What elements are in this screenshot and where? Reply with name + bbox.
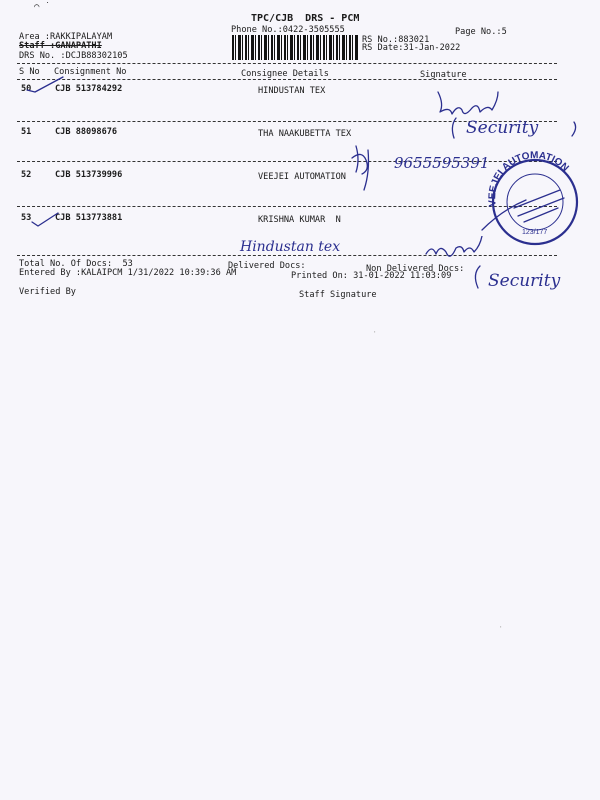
header-rule-top (17, 63, 557, 64)
column-header-consignee: Consignee Details (241, 69, 329, 79)
row50-signature-text: Security (466, 118, 539, 138)
rs-date: RS Date:31-Jan-2022 (362, 43, 461, 53)
company-stamp (478, 150, 588, 246)
staff-signature-label: Staff Signature (299, 290, 377, 300)
tick-mark-icon (25, 74, 65, 94)
row53-name-text: Hindustan tex (240, 239, 341, 255)
header-rule-bottom (17, 79, 557, 80)
area-label: Area :RAKKIPALAYAM (19, 32, 113, 42)
row51-phone-text: 9655595391 (394, 154, 490, 172)
stamp-number: 123/177 (522, 229, 548, 236)
row-divider (17, 206, 557, 207)
row-consignee: VEEJEI AUTOMATION (258, 172, 346, 182)
verified-by: Verified By (19, 287, 76, 297)
phone-number: Phone No.:0422-3505555 (231, 25, 345, 35)
non-delivered-docs: Non Delivered Docs: (366, 264, 465, 274)
row-consignee: THA NAAKUBETTA TEX (258, 129, 352, 139)
scan-speck: · (498, 623, 504, 633)
column-header-signature: Signature (420, 70, 467, 80)
area-mark-icon: ⌒ ˙ (34, 2, 51, 12)
row-consignee: HINDUSTAN TEX (258, 86, 326, 96)
total-docs: Total No. Of Docs: 53 (19, 259, 133, 269)
printed-on: Printed On: 31-01-2022 11:03:09 (291, 271, 452, 281)
row-sno: 53 (21, 213, 32, 223)
row-consignment: CJB 513784292 (55, 84, 123, 94)
row53-signature-text: Security (488, 271, 561, 291)
row-consignee: KRISHNA KUMAR N (258, 215, 341, 225)
row-consignment: CJB 513739996 (55, 170, 123, 180)
entered-by: Entered By :KALAIPCM 1/31/2022 10:39:36 AM (19, 268, 237, 278)
page-number: Page No.:5 (455, 27, 507, 37)
stamp-text: VEEJEI AUTOMATION (487, 150, 571, 208)
row-consignment: CJB 513773881 (55, 213, 123, 223)
row-sno: 50 (21, 84, 32, 94)
row-consignment: CJB 88098676 (55, 127, 118, 137)
row53-handwriting-name (232, 233, 412, 261)
column-header-consignment: Consignment No (54, 67, 127, 77)
column-header-sno: S No (19, 67, 40, 77)
scan-speck: · (372, 328, 378, 338)
delivered-docs: Delivered Docs: (228, 261, 306, 271)
rs-number: RS No.:883021 (362, 35, 430, 45)
staff-label: Staff :GANAPATHI (19, 41, 102, 51)
tick-mark-icon (30, 210, 60, 228)
barcode (232, 35, 358, 60)
row-sno: 51 (21, 127, 32, 137)
row-sno: 52 (21, 170, 32, 180)
document-title: TPC/CJB DRS - PCM (251, 13, 360, 24)
drs-number: DRS No. :DCJB88302105 (19, 51, 128, 61)
